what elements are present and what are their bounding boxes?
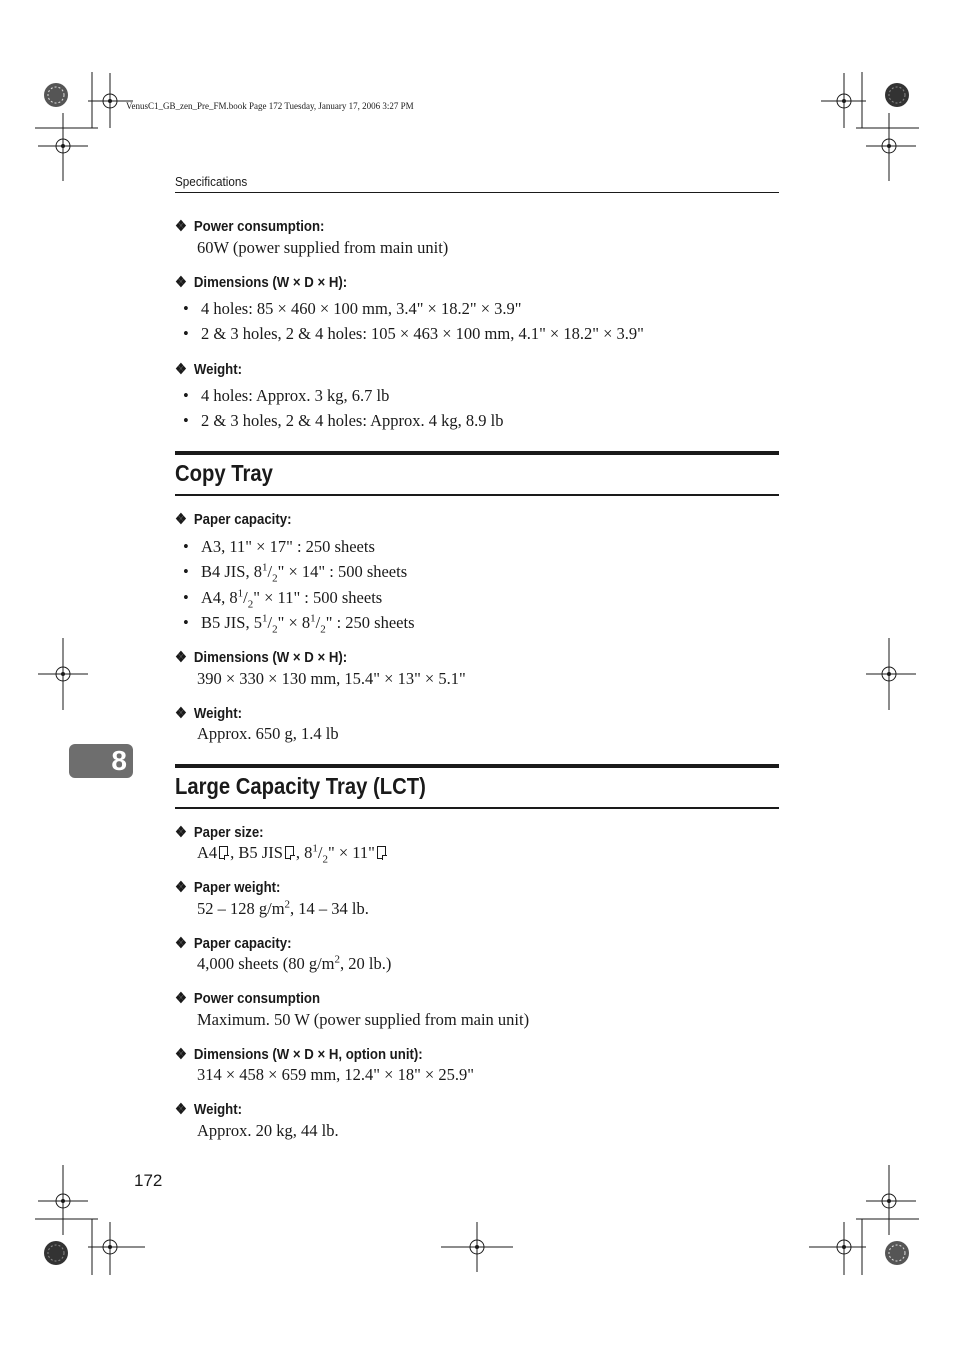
paper-orientation-icon [285,846,294,859]
section-rule-top [175,764,779,768]
diamond-bullet-icon: ❖ [175,649,187,666]
item-title-weight: ❖ Weight: [175,1101,243,1118]
list-item: • A4, $8^1/_2$" × 11" : 500 sheets [201,588,382,608]
page-number: 172 [134,1171,163,1190]
print-info: VenusC1_GB_zen_Pre_FM.book Page 172 Tuesday, January 17, 2006 3:27 PM [126,101,414,111]
list-item: • 4 holes: Approx. 3 kg, 6.7 lb [201,386,389,406]
item-value-paper-size: A4 , B5 JIS , $8^1/_2$" × 11" [197,843,388,863]
item-value-paper-capacity: 4,000 sheets (80 $g/m^2$, 20 lb.) [197,953,392,973]
item-value-power: Maximum. 50 W (power supplied from main unit) [197,1010,530,1029]
item-value-weight: Approx. 20 kg, 44 lb. [197,1121,339,1140]
running-header: Specifications [175,174,248,189]
item-title-paper-capacity: ❖ Paper capacity: [175,511,292,528]
paper-orientation-icon [377,846,386,859]
diamond-bullet-icon: ❖ [175,1046,187,1063]
chapter-tab [69,744,133,778]
paper-orientation-icon [219,846,228,859]
section-rule-bottom [175,494,779,496]
section-title-lct: Large Capacity Tray (LCT) [175,773,426,799]
list-item: • 2 & 3 holes, 2 & 4 holes: 105 × 463 × 100 mm, 4.1" × 18.2" × 3.9" [201,324,644,344]
item-title-dimensions: ❖ Dimensions (W × D × H, option unit): [175,1046,423,1063]
diamond-bullet-icon: ❖ [175,824,187,841]
diamond-bullet-icon: ❖ [175,511,187,528]
list-item: • 2 & 3 holes, 2 & 4 holes: Approx. 4 kg, 8.9 lb [201,411,504,431]
item-title-paper-size: ❖ Paper size: [175,824,264,841]
diamond-bullet-icon: ❖ [175,274,187,291]
item-title-paper-capacity: ❖ Paper capacity: [175,935,292,952]
diamond-bullet-icon: ❖ [175,705,187,722]
item-title-power: ❖ Power consumption [175,990,321,1007]
header-rule [175,192,779,193]
diamond-bullet-icon: ❖ [175,990,187,1007]
diamond-bullet-icon: ❖ [175,879,187,896]
diamond-bullet-icon: ❖ [175,935,187,952]
diamond-bullet-icon: ❖ [175,1101,187,1118]
list-item: • B5 JIS, $5^1/_2$" × $8^1/_2$" : 250 sheets [201,613,415,633]
section-rule-top [175,451,779,455]
item-title-weight: ❖ Weight: [175,705,243,722]
diamond-bullet-icon: ❖ [175,218,187,235]
item-title-paper-weight: ❖ Paper weight: [175,879,281,896]
item-value-power: 60W (power supplied from main unit) [197,238,449,257]
diamond-bullet-icon: ❖ [175,361,187,378]
item-title-power: ❖ Power consumption: [175,218,325,235]
item-value-dimensions: 390 × 330 × 130 mm, 15.4" × 13" × 5.1" [197,669,466,688]
item-value-paper-weight: 52 – 128 $g/m^2$, 14 – 34 lb. [197,898,369,918]
item-title-dimensions: ❖ Dimensions (W × D × H): [175,649,348,666]
item-value-weight: Approx. 650 g, 1.4 lb [197,724,339,743]
list-item: • A3, 11" × 17" : 250 sheets [201,537,375,557]
section-title-copy-tray: Copy Tray [175,460,273,486]
item-title-dimensions: ❖ Dimensions (W × D × H): [175,274,348,291]
chapter-number: 8 [111,745,127,776]
item-title-weight: ❖ Weight: [175,361,243,378]
section-rule-bottom [175,807,779,809]
item-value-dimensions: 314 × 458 × 659 mm, 12.4" × 18" × 25.9" [197,1065,474,1084]
list-item: • 4 holes: 85 × 460 × 100 mm, 3.4" × 18.2" × 3.9" [201,299,522,319]
list-item: • B4 JIS, $8^1/_2$" × 14" : 500 sheets [201,562,407,582]
